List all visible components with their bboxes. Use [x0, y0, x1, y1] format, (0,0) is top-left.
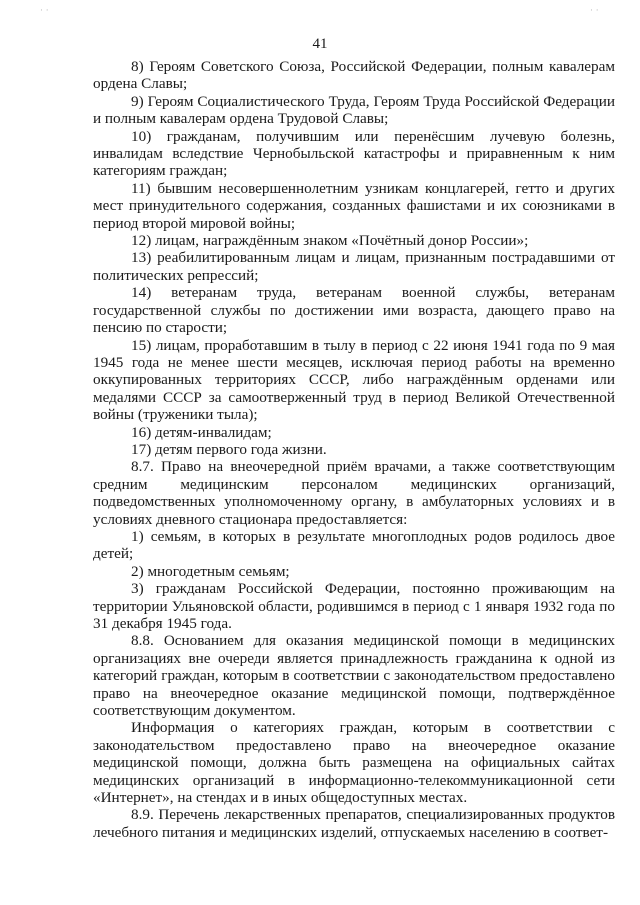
section-8-8-information: Информация о категориях граждан, которым в соответствии с законодательством предоставлено право на внеочередное оказание медицинской помощи, должна быть размещена на официальных сайтах медицинских организаций в информационно-телекоммуникационной сети «Интернет», на стендах и в иных общедоступных местах. [93, 719, 615, 807]
section-8-7: 8.7. Право на внеочередной приём врачами, а также соответствующим средним медицинским персоналом медицинских организаций, подведомственных уполномоченному органу, в амбулаторных условиях и в условиях дневного стационара предоставляется: [93, 458, 615, 528]
scan-edge-mark-left: · · [40, 6, 49, 16]
list-item-14: 14) ветеранам труда, ветеранам военной службы, ветеранам государственной службы по достижении ими возраста, дающего право на пенсию по старости; [93, 284, 615, 337]
section-8-7-item-3: 3) гражданам Российской Федерации, постоянно проживающим на территории Ульяновской области, родившимся в период с 1 января 1932 года по 31 декабря 1945 года. [93, 580, 615, 632]
list-item-15: 15) лицам, проработавшим в тылу в период с 22 июня 1941 года по 9 мая 1945 года не менее шести месяцев, исключая период работы на временно оккупированных территориях СССР, либо награждённым орденами или медалями СССР за самоотверженный труд в период Великой Отечественной войны (труженики тыла); [93, 336, 615, 424]
scan-edge-mark-right: · · [590, 6, 599, 16]
page-number: 41 [312, 36, 328, 52]
section-8-9: 8.9. Перечень лекарственных препаратов, специализированных продуктов лечебного питания и медицинских изделий, отпускаемых населению в соответ- [93, 806, 615, 841]
list-item-17: 17) детям первого года жизни. [131, 440, 327, 458]
list-item-16: 16) детям-инвалидам; [131, 423, 272, 441]
list-item-13: 13) реабилитированным лицам и лицам, признанным пострадавшими от политических репрессий; [93, 249, 615, 284]
list-item-11: 11) бывшим несовершеннолетним узникам концлагерей, гетто и других мест принудительного содержания, созданных фашистами и их союзниками в период второй мировой войны; [93, 179, 615, 232]
document-body [93, 58, 615, 841]
list-item-9: 9) Героям Социалистического Труда, Героям Труда Российской Федерации и полным кавалерам ордена Трудовой Славы; [93, 92, 615, 128]
section-8-7-item-1: 1) семьям, в которых в результате многоплодных родов родилось двое детей; [93, 527, 615, 563]
list-item-12: 12) лицам, награждённым знаком «Почётный донор России»; [131, 232, 529, 250]
section-8-7-item-2: 2) многодетным семьям; [131, 562, 290, 580]
section-8-8: 8.8. Основанием для оказания медицинской помощи в медицинских организациях вне очереди является принадлежность гражданина к одной из категорий граждан, которым в соответствии с законодательством предоставлено право на внеочередное оказание медицинской помощи, подтверждённое соответствующим документом. [93, 632, 615, 720]
list-item-10: 10) гражданам, получившим или перенёсшим лучевую болезнь, инвалидам вследствие Чернобыльской катастрофы и приравненным к ним категориям граждан; [93, 127, 615, 180]
list-item-8: 8) Героям Советского Союза, Российской Федерации, полным кавалерам ордена Славы; [93, 58, 615, 93]
